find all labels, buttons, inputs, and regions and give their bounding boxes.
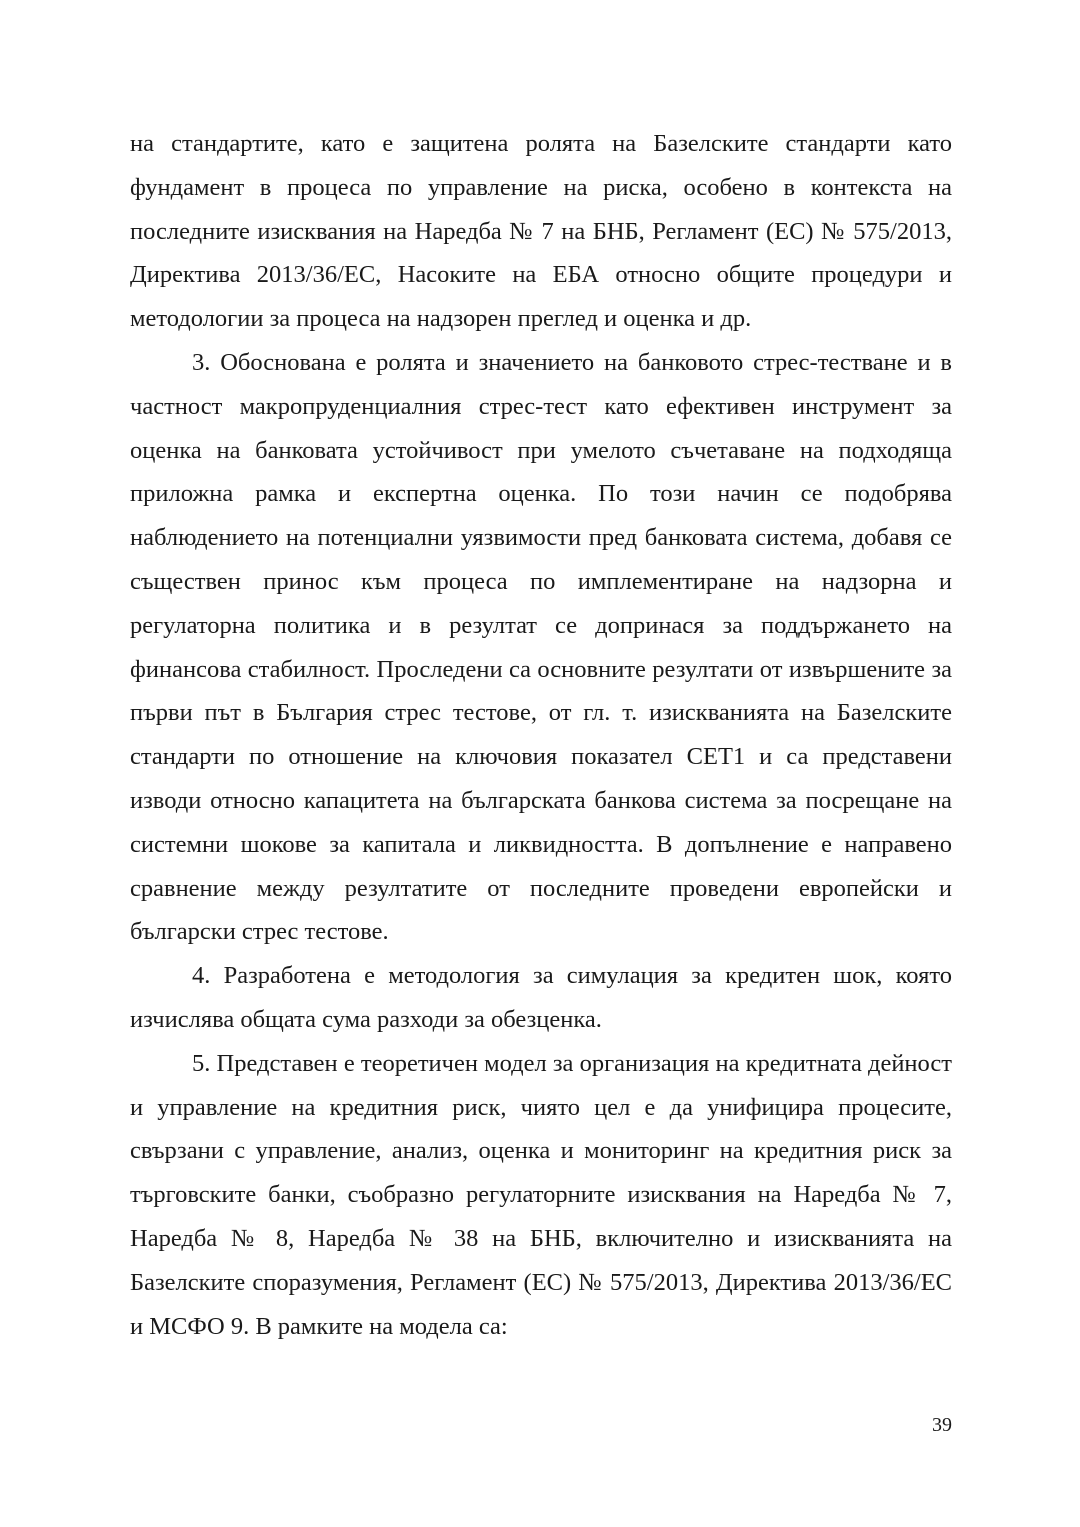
paragraph-item-3: 3. Обоснована е ролята и значението на банковото стрес-тестване и в частност макропруденциалния стрес-тест като ефективен инструмент за оценка на банковата устойчивост при умелото съчетаване на подходяща приложна рамка и експертна оценка. По този начин се подобрява наблюдението на потенциални уязвимости пред банковата система, добавя се съществен принос към процеса по имплементиране на надзорна и регулаторна политика и в резултат се допринася за поддържането на финансова стабилност. Проследени са основните резултати от извършените за първи път в България стрес тестове, от гл. т. изискванията на Базелските стандарти по отношение на ключовия показател CET1 и са представени изводи относно капацитета на българската банкова система за посрещане на системни шокове за капитала и ликвидността. В допълнение е направено сравнение между резултатите от последните проведени европейски и български стрес тестове. bbox=[130, 348, 952, 946]
paragraph-item-5: 5. Представен е теоретичен модел за организация на кредитната дейност и управление на кредитния риск, чиято цел е да унифицира процесите, свързани с управление, анализ, оценка и мониторинг на кредитния риск за търговските банки, съобразно регулаторните изисквания на Наредба № 7, Наредба № 8, Наредба № 38 на БНБ, включително и изискванията на Базелските споразумения, Регламент (ЕС) № 575/2013, Директива 2013/36/ЕС и МСФО 9. В рамките на модела са: bbox=[130, 1049, 952, 1340]
paragraph-continuation: на стандартите, като е защитена ролята на Базелските стандарти като фундамент в процеса по управление на риска, особено в контекста на последните изисквания на Наредба № 7 на БНБ, Регламент (ЕС) № 575/2013, Директива 2013/36/ЕС, Насоките на ЕБА относно общите процедури и методологии за процеса на надзорен преглед и оценка и др. bbox=[130, 130, 952, 333]
body-text bbox=[130, 122, 952, 1348]
paragraph-item-4: 4. Разработена е методология за симулация за кредитен шок, която изчислява общата сума разходи за обезценка. bbox=[130, 962, 952, 1033]
page-number: 39 bbox=[932, 1414, 952, 1436]
